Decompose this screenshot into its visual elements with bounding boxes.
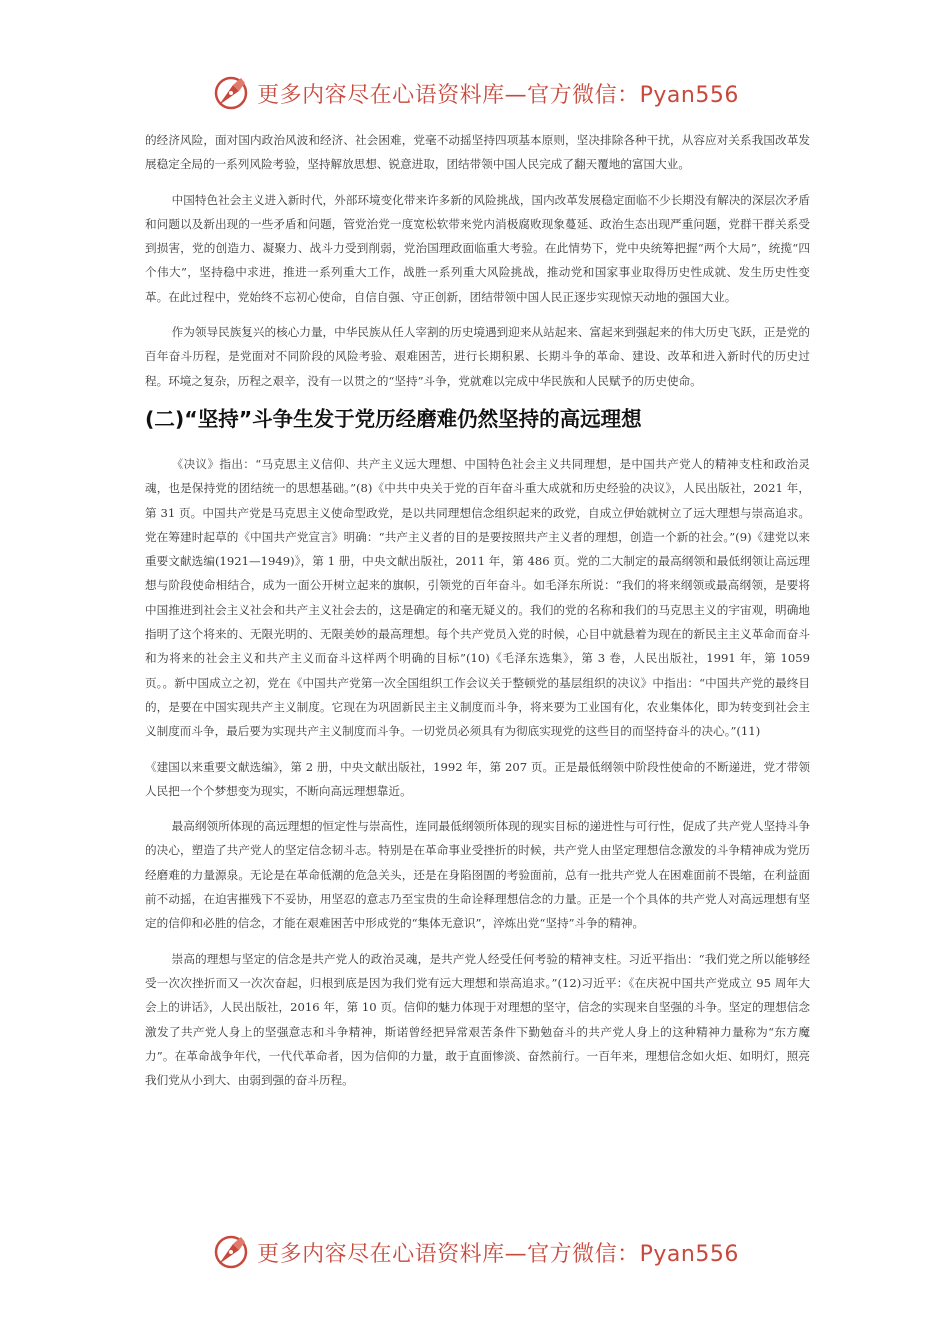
paragraph: 最高纲领所体现的高远理想的恒定性与崇高性，连同最低纲领所体现的现实目标的递进性与可行性，促成了共产党人坚持斗争的决心，塑造了共产党人的坚定信念韧斗志。特别是在革命事业受挫折的时候，共产党人由坚定理想信念激发的斗争精神成为党历经磨难的力量源泉。无论是在革命低潮的危急关头，还是在身陷囹圄的考验面前，总有一批共产党人在困难面前不畏缩，在利益面前不动摇，在迫害摧残下不妥协，用坚忍的意志乃至宝贵的生命诠释理想信念的力量。正是一个个具体的共产党人对高远理想有坚定的信仰和必胜的信念，才能在艰难困苦中形成党的“集体无意识”，淬炼出党“坚持”斗争的精神。 (145, 819, 810, 931)
section-heading: (二)“坚持”斗争生发于党历经磨难仍然坚持的高远理想 (145, 406, 642, 431)
paragraph: 《决议》指出：“马克思主义信仰、共产主义远大理想、中国特色社会主义共同理想，是中国共产党人的精神支柱和政治灵魂，也是保持党的团结统一的思想基础。”(8)《中共中央关于党的百年奋斗重大成就和历史经验的决议》，人民出版社，2021 年，第 31 页。中国共产党是马克思主义使命型政党，是以共同理想信念组织起来的政党，自成立伊始就树立了远大理想与崇高追求。党在筹建时起草的《中国共产党宣言》明确：“共产主义者的目的是要按照共产主义者的理想，创造一个新的社会。”(9)《建党以来重要文献选编(1921—1949)》，第 1 册，中央文献出版社，2011 年，第 486 页。党的二大制定的最高纲领和最低纲领让高远理想与阶段使命相结合，成为一面公开树立起来的旗帜，引领党的百年奋斗。如毛泽东所说：“我们的将来纲领或最高纲领，是要将中国推进到社会主义社会和共产主义社会去的，这是确定的和毫无疑义的。我们的党的名称和我们的马克思主义的宇宙观，明确地指明了这个将来的、无限光明的、无限美妙的最高理想。每个共产党员入党的时候，心目中就悬着为现在的新民主主义革命而奋斗和为将来的社会主义和共产主义而奋斗这样两个明确的目标”(10)《毛泽东选集》，第 3 卷，人民出版社，1991 年，第 1059 页。。新中国成立之初，党在《中国共产党第一次全国组织工作会议关于整顿党的基层组织的决议》中指出：“中国共产党的最终目的，是要在中国实现共产主义制度。它现在为巩固新民主主义制度而斗争，将来要为工业国有化，农业集体化，即为转变到社会主义制度而斗争，最后要为实现共产主义制度而斗争。一切党员必须具有为彻底实现党的这些目的而坚持奋斗的决心。”(11) (145, 456, 810, 739)
pen-tip-logo-icon (211, 1232, 251, 1272)
paragraph: 崇高的理想与坚定的信念是共产党人的政治灵魂，是共产党人经受任何考验的精神支柱。习近平指出：“我们党之所以能够经受一次次挫折而又一次次奋起，归根到底是因为我们党有远大理想和崇高追求。”(12)习近平：《在庆祝中国共产党成立 95 周年大会上的讲话》，人民出版社，2016 年，第 10 页。信仰的魅力体现于对理想的坚守，信念的实现来自坚强的斗争。坚定的理想信念激发了共产党人身上的坚强意志和斗争精神，斯诺曾经把异常艰苦条件下勤勉奋斗的共产党人身上的这种精神力量称为“东方魔力”。在革命战争年代，一代代革命者，因为信仰的力量，敢于直面惨淡、奋然前行。一百年来，理想信念如火炬、如明灯，照亮我们党从小到大、由弱到强的奋斗历程。 (145, 951, 810, 1088)
pen-tip-logo-icon (211, 73, 251, 113)
paragraph: 中国特色社会主义进入新时代，外部环境变化带来许多新的风险挑战，国内改革发展稳定面临不少长期没有解决的深层次矛盾和问题以及新出现的一些矛盾和问题，管党治党一度宽松软带来党内消极腐败现象蔓延、政治生态出现严重问题，党群干群关系受到损害，党的创造力、凝聚力、战斗力受到削弱，党治国理政面临重大考验。在此情势下，党中央统筹把握“两个大局”，统揽“四个伟大”，坚持稳中求进，推进一系列重大工作，战胜一系列重大风险挑战，推动党和国家事业取得历史性成就、发生历史性变革。在此过程中，党始终不忘初心使命，自信自强、守正创新，团结带领中国人民正逐步实现惊天动地的强国大业。 (145, 192, 810, 304)
banner-text: 更多内容尽在心语资料库—官方微信：Pyan556 (257, 82, 739, 108)
document-body (145, 128, 810, 1103)
header-banner (0, 68, 950, 118)
paragraph: 《建国以来重要文献选编》，第 2 册，中央文献出版社，1992 年，第 207 页。正是最低纲领中阶段性使命的不断递进，党才带领人民把一个个梦想变为现实，不断向高远理想靠近。 (145, 759, 810, 798)
paragraph: 作为领导民族复兴的核心力量，中华民族从任人宰割的历史境遇到迎来从站起来、富起来到强起来的伟大历史飞跃，正是党的百年奋斗历程，是党面对不同阶段的风险考验、艰难困苦，进行长期积累、长期斗争的革命、建设、改革和进入新时代的历史过程。环境之复杂，历程之艰辛，没有一以贯之的“坚持”斗争，党就难以完成中华民族和人民赋予的历史使命。 (145, 325, 810, 388)
banner-text: 更多内容尽在心语资料库—官方微信：Pyan556 (257, 1241, 739, 1267)
footer-banner (0, 1227, 950, 1277)
paragraph: 的经济风险，面对国内政治风波和经济、社会困难，党毫不动摇坚持四项基本原则，坚决排除各种干扰，从容应对关系我国改革发展稳定全局的一系列风险考验，坚持解放思想、锐意进取，团结带领中国人民完成了翻天覆地的富国大业。 (145, 133, 810, 172)
